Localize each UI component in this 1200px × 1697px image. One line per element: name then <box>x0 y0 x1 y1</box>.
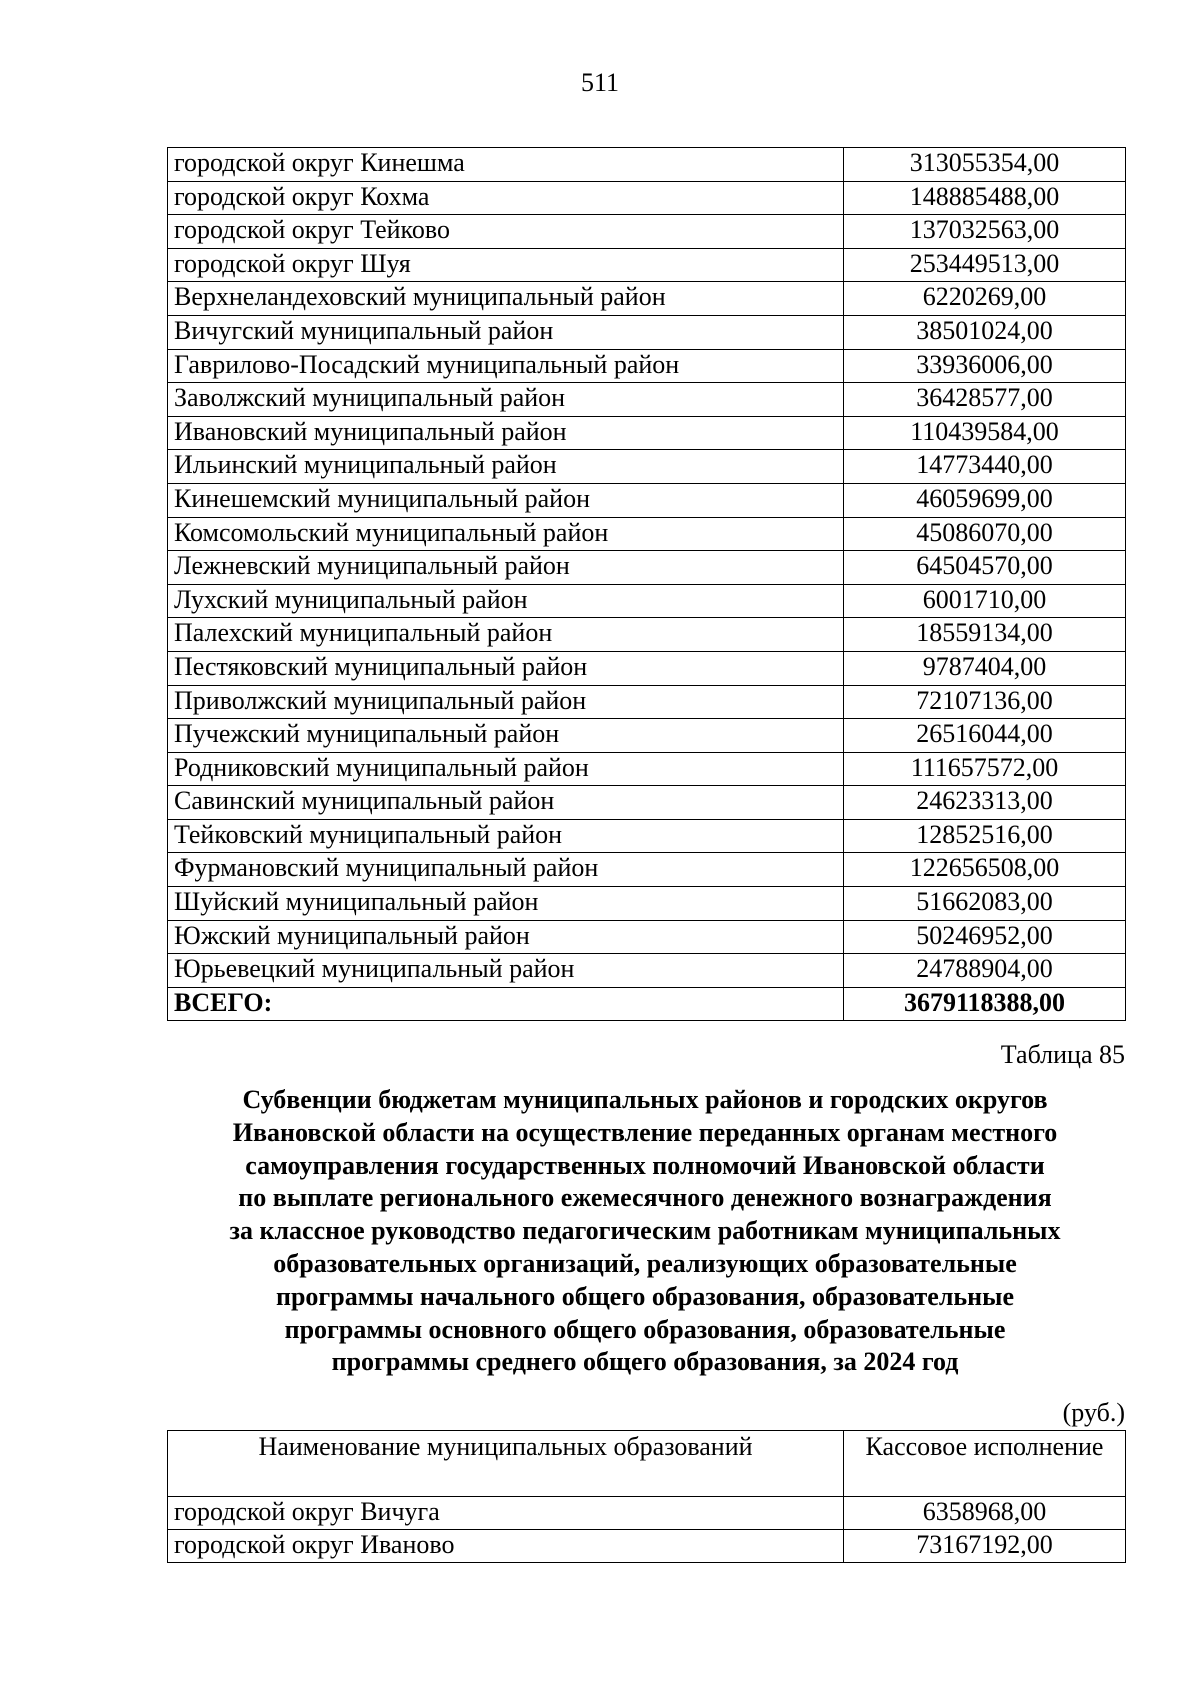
total-row <box>168 987 1126 1021</box>
amount-value: 50246952,00 <box>844 920 1126 954</box>
title-line: образовательных организаций, реализующих образовательные <box>273 1248 1017 1278</box>
table-row <box>168 853 1126 887</box>
amount-value: 6220269,00 <box>844 282 1126 316</box>
header-value: Кассовое исполнение <box>844 1431 1126 1497</box>
unit-label: (руб.) <box>1062 1398 1125 1427</box>
municipality-name: Палехский муниципальный район <box>168 618 844 652</box>
table-row <box>168 719 1126 753</box>
municipality-name: городской округ Вичуга <box>168 1497 844 1530</box>
table-row <box>168 1497 1126 1530</box>
amount-value: 46059699,00 <box>844 483 1126 517</box>
amount-value: 33936006,00 <box>844 349 1126 383</box>
total-label: ВСЕГО: <box>168 987 844 1021</box>
municipality-name: Комсомольский муниципальный район <box>168 517 844 551</box>
municipality-name: Пучежский муниципальный район <box>168 719 844 753</box>
municipality-name: Приволжский муниципальный район <box>168 685 844 719</box>
table-label: Таблица 85 <box>1000 1040 1125 1069</box>
title-line: программы среднего общего образования, за 2024 год <box>331 1347 959 1377</box>
municipality-name: городской округ Кинешма <box>168 148 844 182</box>
amount-value: 253449513,00 <box>844 248 1126 282</box>
table-row <box>168 584 1126 618</box>
table-row <box>168 954 1126 988</box>
table-row <box>168 551 1126 585</box>
amount-value: 6358968,00 <box>844 1497 1126 1530</box>
amount-value: 64504570,00 <box>844 551 1126 585</box>
title-line: программы начального общего образования, образовательные <box>275 1281 1014 1311</box>
table-row <box>168 752 1126 786</box>
municipality-name: Верхнеландеховский муниципальный район <box>168 282 844 316</box>
table-row <box>168 685 1126 719</box>
municipality-name: Заволжский муниципальный район <box>168 383 844 417</box>
table-body <box>168 148 1126 1021</box>
municipality-name: Вичугский муниципальный район <box>168 315 844 349</box>
municipality-name: Пестяковский муниципальный район <box>168 651 844 685</box>
amount-value: 38501024,00 <box>844 315 1126 349</box>
amount-value: 14773440,00 <box>844 450 1126 484</box>
subvention-table-continued <box>167 147 1126 1021</box>
table-row <box>168 148 1126 182</box>
amount-value: 73167192,00 <box>844 1530 1126 1563</box>
title-line: по выплате регионального ежемесячного денежного вознаграждения <box>238 1183 1052 1213</box>
municipality-name: Тейковский муниципальный район <box>168 819 844 853</box>
amount-value: 6001710,00 <box>844 584 1126 618</box>
table-row <box>168 887 1126 921</box>
table-row <box>168 282 1126 316</box>
table-title <box>150 1084 1140 1379</box>
title-line: за классное руководство педагогическим работникам муниципальных <box>229 1216 1061 1246</box>
municipality-name: Родниковский муниципальный район <box>168 752 844 786</box>
table-row <box>168 416 1126 450</box>
municipality-name: городской округ Тейково <box>168 215 844 249</box>
table-row <box>168 383 1126 417</box>
amount-value: 45086070,00 <box>844 517 1126 551</box>
table-row <box>168 450 1126 484</box>
amount-value: 9787404,00 <box>844 651 1126 685</box>
amount-value: 18559134,00 <box>844 618 1126 652</box>
municipality-name: Кинешемский муниципальный район <box>168 483 844 517</box>
municipality-name: городской округ Кохма <box>168 181 844 215</box>
total-value: 3679118388,00 <box>844 987 1126 1021</box>
amount-value: 313055354,00 <box>844 148 1126 182</box>
municipality-name: городской округ Иваново <box>168 1530 844 1563</box>
amount-value: 24623313,00 <box>844 786 1126 820</box>
table-row <box>168 920 1126 954</box>
municipality-name: Гаврилово-Посадский муниципальный район <box>168 349 844 383</box>
table-header-row <box>168 1431 1126 1497</box>
amount-value: 26516044,00 <box>844 719 1126 753</box>
table-row <box>168 483 1126 517</box>
title-line: Субвенции бюджетам муниципальных районов и городских округов <box>242 1085 1048 1114</box>
table-row <box>168 315 1126 349</box>
table-row <box>168 819 1126 853</box>
table-row <box>168 181 1126 215</box>
amount-value: 111657572,00 <box>844 752 1126 786</box>
title-line: Ивановской области на осуществление переданных органам местного <box>232 1117 1058 1147</box>
municipality-name: Лежневский муниципальный район <box>168 551 844 585</box>
title-line: программы основного общего образования, образовательные <box>284 1314 1006 1344</box>
amount-value: 24788904,00 <box>844 954 1126 988</box>
amount-value: 137032563,00 <box>844 215 1126 249</box>
amount-value: 36428577,00 <box>844 383 1126 417</box>
table-row <box>168 1530 1126 1563</box>
municipality-name: Южский муниципальный район <box>168 920 844 954</box>
amount-value: 148885488,00 <box>844 181 1126 215</box>
table-row <box>168 651 1126 685</box>
amount-value: 122656508,00 <box>844 853 1126 887</box>
title-line: самоуправления государственных полномочий Ивановской области <box>245 1150 1045 1180</box>
municipality-name: Фурмановский муниципальный район <box>168 853 844 887</box>
municipality-name: Лухский муниципальный район <box>168 584 844 618</box>
amount-value: 12852516,00 <box>844 819 1126 853</box>
amount-value: 51662083,00 <box>844 887 1126 921</box>
municipality-name: городской округ Шуя <box>168 248 844 282</box>
municipality-name: Савинский муниципальный район <box>168 786 844 820</box>
municipality-name: Шуйский муниципальный район <box>168 887 844 921</box>
table-row <box>168 618 1126 652</box>
municipality-name: Ильинский муниципальный район <box>168 450 844 484</box>
table-row <box>168 786 1126 820</box>
header-name: Наименование муниципальных образований <box>168 1431 844 1497</box>
subvention-table-85 <box>167 1430 1126 1563</box>
municipality-name: Юрьевецкий муниципальный район <box>168 954 844 988</box>
table-row <box>168 517 1126 551</box>
table-row <box>168 248 1126 282</box>
municipality-name: Ивановский муниципальный район <box>168 416 844 450</box>
amount-value: 110439584,00 <box>844 416 1126 450</box>
page-number: 511 <box>580 68 620 97</box>
table-row <box>168 215 1126 249</box>
table-body <box>168 1497 1126 1563</box>
amount-value: 72107136,00 <box>844 685 1126 719</box>
table-row <box>168 349 1126 383</box>
